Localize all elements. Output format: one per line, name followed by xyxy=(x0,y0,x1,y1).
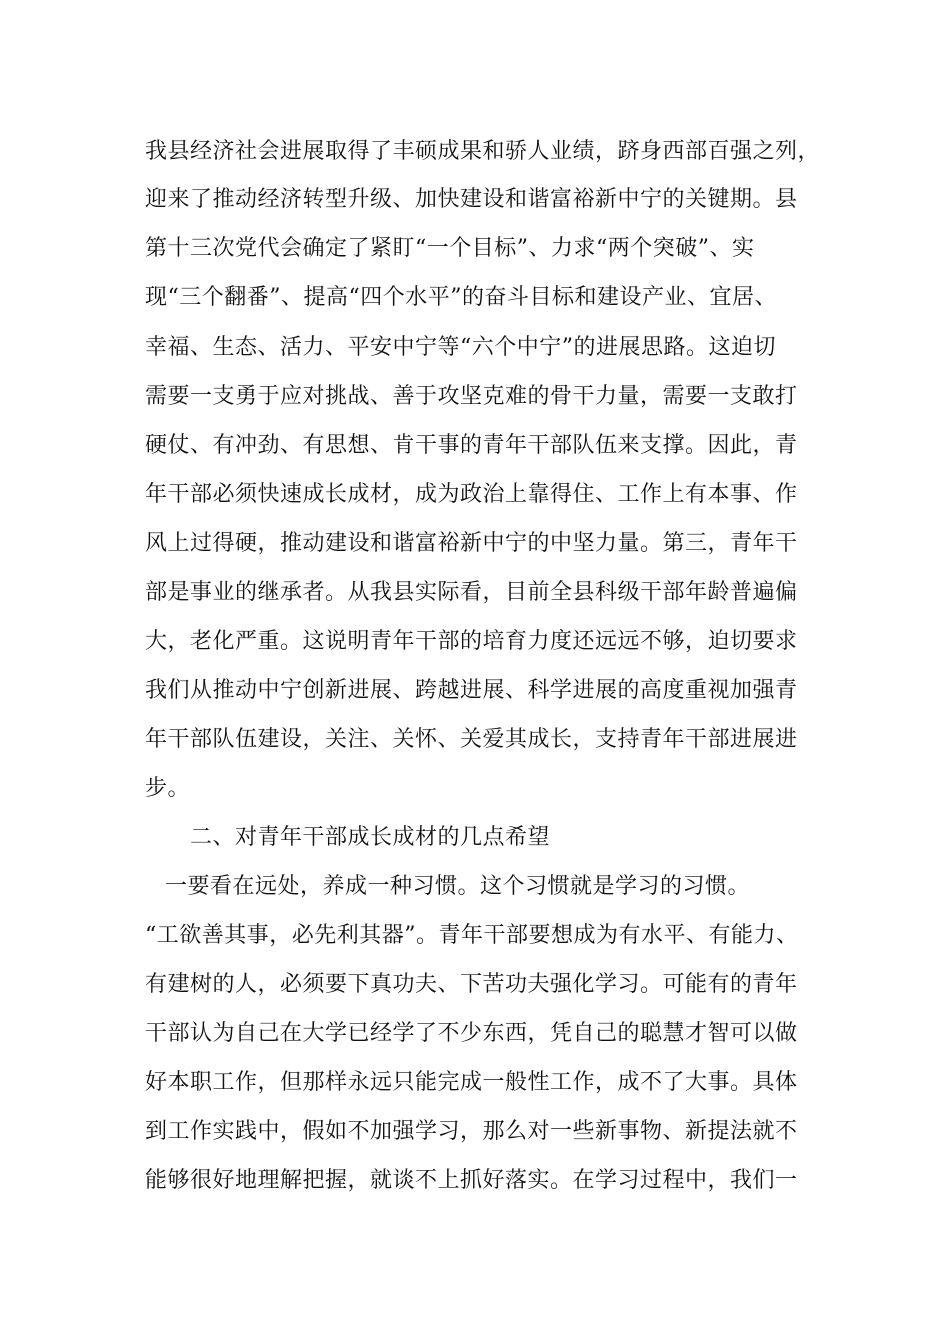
paragraph-line: 到工作实践中，假如不加强学习，那么对一些新事物、新提法就不 xyxy=(145,1119,798,1144)
paragraph-line: 部是事业的继承者。从我县实际看，目前全县科级干部年龄普遍偏 xyxy=(145,580,798,605)
paragraph-line: 好本职工作，但那样永远只能完成一般性工作，成不了大事。具体 xyxy=(145,1070,798,1095)
paragraph-line: 我们从推动中宁创新进展、跨越进展、科学进展的高度重视加强青 xyxy=(145,678,798,703)
paragraph-line: 风上过得硬，推动建设和谐富裕新中宁的中坚力量。第三，青年干 xyxy=(145,531,798,556)
paragraph-line: 第十三次党代会确定了紧盯“一个目标”、力求“两个突破”、实 xyxy=(145,236,755,261)
paragraph-line: 迎来了推动经济转型升级、加快建设和谐富裕新中宁的关键期。县 xyxy=(145,187,798,212)
paragraph-line: 干部认为自己在大学已经学了不少东西，凭自己的聪慧才智可以做 xyxy=(145,1021,798,1046)
paragraph-line: “工欲善其事，必先利其器”。青年干部要想成为有水平、有能力、 xyxy=(145,923,799,948)
paragraph-line: 能够很好地理解把握，就谈不上抓好落实。在学习过程中，我们一 xyxy=(145,1168,798,1193)
paragraph-line: 有建树的人，必须要下真功夫、下苦功夫强化学习。可能有的青年 xyxy=(145,972,798,997)
paragraph-line: 需要一支勇于应对挑战、善于攻坚克难的骨干力量，需要一支敢打 xyxy=(145,384,798,409)
paragraph-line: 我县经济社会进展取得了丰硕成果和骄人业绩，跻身西部百强之列， xyxy=(145,139,821,164)
paragraph-line: 大，老化严重。这说明青年干部的培育力度还远远不够，迫切要求 xyxy=(145,629,798,654)
paragraph-line: 现“三个翻番”、提高“四个水平”的奋斗目标和建设产业、宜居、 xyxy=(145,285,777,310)
paragraph-line: 步。 xyxy=(145,776,191,801)
paragraph-line: 硬仗、有冲劲、有思想、肯干事的青年干部队伍来支撑。因此，青 xyxy=(145,433,798,458)
paragraph-line: 幸福、生态、活力、平安中宁等“六个中宁”的进展思路。这迫切 xyxy=(145,335,776,360)
paragraph-line: 一要看在远处，养成一种习惯。这个习惯就是学习的习惯。 xyxy=(165,874,751,899)
section-heading: 二、对青年干部成长成材的几点希望 xyxy=(190,825,551,850)
paragraph-line: 年干部队伍建设，关注、关怀、关爱其成长，支持青年干部进展进 xyxy=(145,727,798,752)
paragraph-line: 年干部必须快速成长成材，成为政治上靠得住、工作上有本事、作 xyxy=(145,482,798,507)
